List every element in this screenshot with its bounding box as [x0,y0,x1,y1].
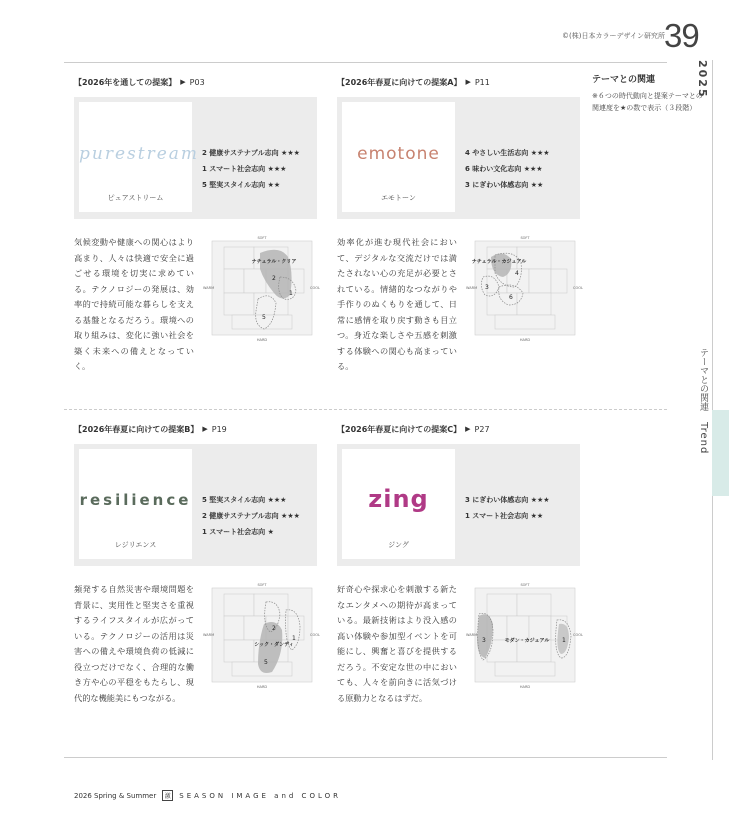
bottom-rule [64,757,667,758]
theme-box [337,97,580,219]
axis-soft: SOFT [520,583,530,587]
trend-item: 2 健康サステナブル志向 ★★★ [202,512,300,520]
map-label: モダン・カジュアル [504,638,550,644]
section-title: 【2026年を通しての提案】 [74,77,177,87]
section-title: 【2026年春夏に向けての提案C】 [337,424,462,434]
copyright: ©(株)日本カラーデザイン研究所 [562,32,665,40]
image-scale-map [202,580,322,690]
map-number: 4 [515,270,519,277]
theme-logo: resilience [79,491,192,509]
legend-title: テーマとの関連 [592,75,656,85]
map-number: 5 [264,659,268,666]
arrow-right-icon: ▶ [180,78,186,86]
theme-box [74,97,317,219]
logo-card [342,102,455,212]
trend-item: 3 にぎわい体感志向 ★★★ [465,496,550,504]
trend-item: 1 スマート社会志向 ★★★ [202,165,287,173]
side-label-text: テーマとの関連 [698,348,708,411]
axis-warm: WARM [466,286,478,290]
axis-hard: HARD [519,685,531,689]
footer-title: SEASON IMAGE and COLOR [179,791,341,800]
theme-logo: emotone [357,144,440,164]
map-number: 2 [272,275,276,282]
publication-logo-icon: 激 [162,790,173,801]
section-zing [337,422,584,722]
page-ref[interactable]: P11 [474,77,490,87]
map-number: 2 [272,625,276,632]
map-number: 1 [562,637,566,644]
section-heading [74,422,321,436]
trend-list [202,492,300,540]
map-number: 3 [482,637,486,644]
logo-card [79,102,200,212]
map-label: ナチュラル・クリア [251,259,297,265]
section-emotone [337,75,584,375]
theme-kana: エモトーン [381,194,416,202]
page-ref[interactable]: P03 [189,77,205,87]
section-divider [64,409,667,410]
legend [592,72,704,114]
arrow-right-icon: ▶ [202,425,208,433]
image-scale-map [465,580,585,690]
section-purestream [74,75,321,375]
side-tab[interactable] [712,410,729,496]
trend-list [465,492,550,524]
legend-note: ※６つの時代動向と提案テーマとの関連度を★の数で表示（３段階） [592,92,703,112]
axis-warm: WARM [466,633,478,637]
axis-hard: HARD [256,338,268,342]
image-scale-map [465,233,585,343]
logo-card [342,449,455,559]
page-number: 39 [664,17,699,54]
axis-cool: COOL [573,286,583,290]
theme-kana: ジング [388,541,409,549]
trend-item: 4 やさしい生活志向 ★★★ [465,149,550,157]
axis-soft: SOFT [257,236,267,240]
trend-list [465,145,550,193]
theme-logo: purestream [79,144,200,164]
page-ref[interactable]: P19 [211,424,227,434]
year-label: 2025 [696,60,709,99]
theme-box [74,444,317,566]
map-label: シック・ダンディ [254,642,294,648]
trend-item: 6 味わい文化志向 ★★★ [465,165,543,173]
map-number: 1 [292,635,296,642]
map-number: 3 [485,284,489,291]
axis-soft: SOFT [520,236,530,240]
map-label: ナチュラル・カジュアル [471,259,527,265]
trend-item: 3 にぎわい体感志向 ★★ [465,181,544,189]
axis-warm: WARM [203,633,215,637]
body-text: 好奇心や探求心を刺激する新たなエンタメへの期待が高まっている。最新技術はより没入感の高い体験や参加型イベントを可能にし、興奮と喜びを提供するだろう。不安定な世の中においても、人々を前向きに活気づける原動力となるはずだ。 [337,584,457,703]
axis-hard: HARD [256,685,268,689]
trend-item: 5 堅実スタイル志向 ★★★ [202,496,287,504]
axis-soft: SOFT [257,583,267,587]
body-text: 気候変動や健康への関心はより高まり、人々は快適で安全に過ごせる環境を切実に求めている。テクノロジーの発展は、効率的で持続可能な暮らしを支える基盤となるだろう。環境への取り組みは、変化に強い社会を築く未来への備えとなっていく。 [74,237,194,371]
trend-item: 1 スマート社会志向 ★★ [465,512,544,520]
axis-cool: COOL [310,286,320,290]
theme-logo: zing [368,485,429,513]
map-number: 6 [509,294,513,301]
section-title: 【2026年春夏に向けての提案A】 [337,77,462,87]
axis-warm: WARM [203,286,215,290]
logo-card [79,449,192,559]
axis-cool: COOL [573,633,583,637]
side-label-trend: Trend [698,421,709,455]
map-number: 1 [289,290,293,297]
map-number: 5 [262,314,266,321]
theme-kana: ピュアストリーム [107,194,164,202]
arrow-right-icon: ▶ [465,425,471,433]
arrow-right-icon: ▶ [465,78,471,86]
theme-kana: レジリエンス [114,541,157,549]
image-scale-map [202,233,322,343]
section-resilience [74,422,321,722]
section-heading [337,422,584,436]
body-text: 頻発する自然災害や環境問題を背景に、実用性と堅実さを重視するライフスタイルが広がっている。テクノロジーの活用は災害への備えや環境負荷の低減に役立つだけでなく、合理的な働き方や心の平穏をもたらし、現代的な機能美にもつながる。 [74,584,194,703]
axis-hard: HARD [519,338,531,342]
footer-season: 2026 Spring & Summer [74,791,157,800]
section-heading [337,75,584,89]
side-label [697,348,710,454]
page-ref[interactable]: P27 [474,424,490,434]
body-text: 効率化が進む現代社会において、デジタルな交流だけでは満たされない心の充足が必要とされている。情緒的なつながりや手作りのぬくもりを通して、日常に感情を取り戻す動きも目立つ。身近な楽しさや五感を刺激する体験への関心も高まっている。 [337,237,457,371]
section-title: 【2026年春夏に向けての提案B】 [74,424,199,434]
trend-list [202,145,300,193]
trend-item: 5 堅実スタイル志向 ★★ [202,181,281,189]
axis-cool: COOL [310,633,320,637]
footer [74,790,341,801]
trend-item: 1 スマート社会志向 ★ [202,528,274,536]
section-heading [74,75,321,89]
theme-box [337,444,580,566]
trend-item: 2 健康サステナブル志向 ★★★ [202,149,300,157]
top-rule [64,62,667,63]
